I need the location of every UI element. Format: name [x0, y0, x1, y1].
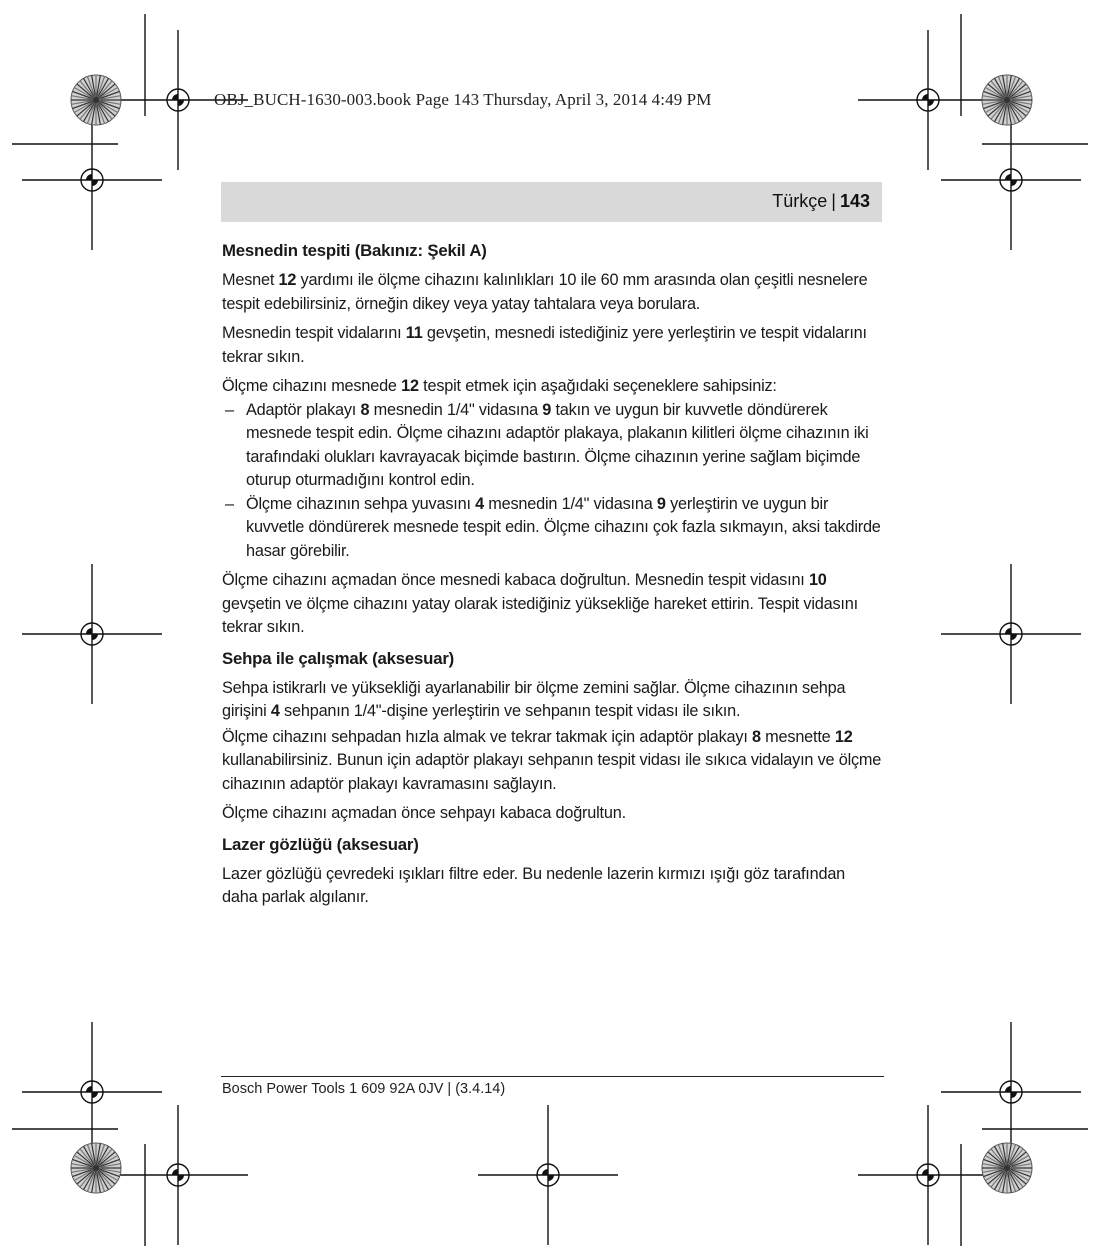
crosshair-mark	[478, 1105, 618, 1245]
section-heading-tripod: Sehpa ile çalışmak (aksesuar)	[222, 648, 455, 668]
page-body	[222, 240, 882, 916]
paragraph: Ölçme cihazını sehpadan hızla almak ve tekrar takmak için adaptör plakayı 8 mesnette 12 kullanabilirsiniz. Bunun için adaptör plakayı sehpanın tespit vidası ile sıkıca vidalayın ve ölçme cihazının adaptör plakayı kavramasını sağlayın.	[222, 727, 882, 793]
options-list	[222, 399, 882, 564]
crosshair-mark	[941, 110, 1081, 250]
crosshair-mark	[22, 1022, 162, 1162]
footer-rule	[221, 1076, 884, 1077]
section-heading-laser-glasses: Lazer gözlüğü (aksesuar)	[222, 834, 419, 854]
list-item: – Adaptör plakayı 8 mesnedin 1/4" vidasına 9 takın ve uygun bir kuvvetle döndürerek mesnede tespit edin. Ölçme cihazını adaptör plakaya, plakanın kilitleri ölçme cihazının iki tarafındaki olukları kavrayacak biçimde bastırın. Ölçme cihazının yerine sağlam biçimde oturup oturmadığını kontrol edin.	[222, 399, 882, 493]
crosshair-mark	[22, 564, 162, 704]
crosshair-mark	[941, 1022, 1081, 1162]
paragraph: Mesnedin tespit vidalarını 11 gevşetin, mesnedi istediğiniz yere yerleştirin ve tespit vidalarını tekrar sıkın.	[222, 324, 867, 366]
crosshair-mark	[941, 564, 1081, 704]
paragraph: Sehpa istikrarlı ve yüksekliği ayarlanabilir bir ölçme zemini sağlar. Ölçme cihazının sehpa girişini 4 sehpanın 1/4"-dişine yerleştirin ve sehpanın tespit vidası ile sıkın.	[222, 678, 846, 720]
page-number: 143	[839, 191, 870, 211]
section-heading-mount: Mesnedin tespiti (Bakınız: Şekil A)	[222, 241, 487, 260]
color-target-mark	[71, 1143, 121, 1193]
crosshair-mark	[858, 1105, 998, 1245]
running-head-bar	[221, 182, 882, 222]
paragraph: Ölçme cihazını açmadan önce sehpayı kabaca doğrultun.	[222, 804, 626, 822]
paragraph: Ölçme cihazını mesnede 12 tespit etmek için aşağıdaki seçeneklere sahipsiniz:	[222, 377, 777, 395]
paragraph: Mesnet 12 yardımı ile ölçme cihazını kalınlıkları 10 ile 60 mm arasında olan çeşitli nesnelere tespit edebilirsiniz, örneğin dikey veya yatay tahtalara veya borulara.	[222, 271, 868, 313]
paragraph: Ölçme cihazını açmadan önce mesnedi kabaca doğrultun. Mesnedin tespit vidasını 10 gevşetin ve ölçme cihazını yatay olarak istediğiniz yüksekliğe hareket ettirin. Tespit vidasını tekrar sıkın.	[222, 571, 858, 636]
crosshair-mark	[108, 1105, 248, 1245]
footer-imprint: Bosch Power Tools 1 609 92A 0JV | (3.4.14)	[222, 1081, 506, 1097]
crosshair-mark	[22, 110, 162, 250]
color-target-mark	[71, 75, 121, 125]
list-item: – Ölçme cihazının sehpa yuvasını 4 mesnedin 1/4" vidasına 9 yerleştirin ve uygun bir kuvvetle döndürerek mesnede tespit edin. Ölçme cihazını çok fazla sıkmayın, aksi takdirde hasar görebilir.	[222, 493, 882, 564]
paragraph: Lazer gözlüğü çevredeki ışıkları filtre eder. Bu nedenle lazerin kırmızı ışığı göz tarafından daha parlak algılanır.	[222, 864, 846, 906]
color-target-mark	[982, 75, 1032, 125]
running-head	[772, 191, 870, 212]
running-head-separator: |	[831, 191, 836, 211]
color-target-mark	[982, 1143, 1032, 1193]
crosshair-mark	[858, 30, 998, 170]
book-file-header: OBJ_BUCH-1630-003.book Page 143 Thursday, April 3, 2014 4:49 PM	[214, 90, 712, 109]
language-label: Türkçe	[772, 191, 828, 211]
